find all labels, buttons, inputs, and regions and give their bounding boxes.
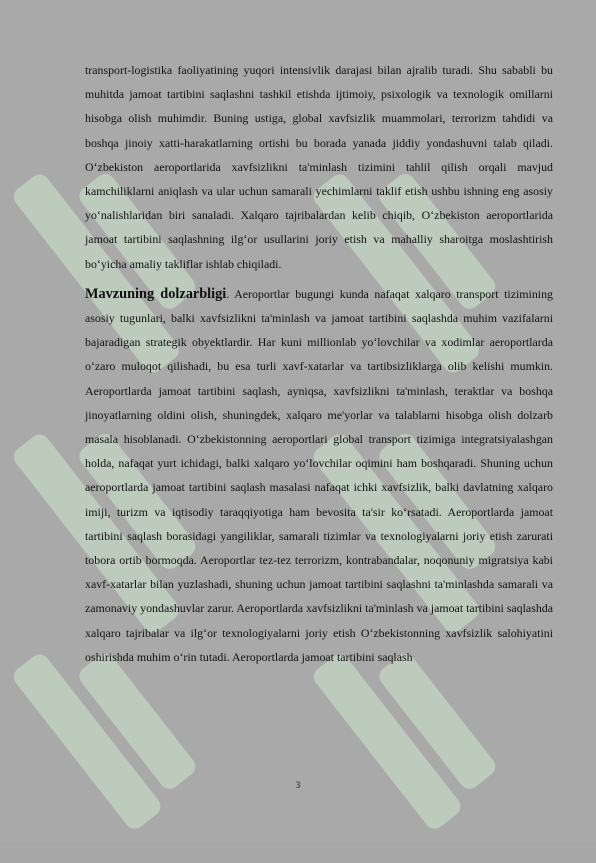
paragraph: transport-logistika faoliyatining yuqori intensivlik darajasi bilan ajralib turadi. Shu sababli bu muhitda jamoat tartibini saqlashni tashkil etishda ijtimoiy, psixologik va texnologik omillarni hisobga olish muhimdir. Buning ustiga, global xavfsizlik muammolari, terrorizm tahdidi va boshqa jinoiy xatti-harakatlarning ortishi bu borada yanada jiddiy yondashuvni talab qiladi. O‘zbekiston aeroportlarida xavfsizlikni ta'minlash tizimini tahlil qilish orqali mavjud kamchiliklarni aniqlash va ular uchun samarali yechimlarni taklif etish ushbu ishning eng asosiy yo‘nalishlaridan biri sanaladi. Xalqaro tajribalardan kelib chiqib, O‘zbekiston aeroportlarida jamoat tartibini saqlashning ilg‘or usullarini joriy etish va mahalliy sharoitga moslashtirish bo‘yicha amaliy takliflar ishlab chiqiladi.	[85, 63, 553, 271]
body-text	[85, 58, 553, 669]
page-number: 3	[295, 780, 301, 790]
section-heading: Mavzuning dolzarbligi	[85, 285, 227, 302]
paragraph-text: . Aeroportlar bugungi kunda nafaqat xalqaro transport tizimining asosiy tugunlari, balki xavfsizlikni ta'minlash va jamoat tartibini saqlashda muhim vazifalarni bajaradigan strategik obyektlardir. Har kuni millionlab yo‘lovchilar va xodimlar aeroportlarda o‘zaro muloqot qilishadi, bu esa turli xavf-xatarlar va tartibsizliklarga olib kelishi mumkin. Aeroportlarda jamoat tartibini saqlash, ayniqsa, xavfsizlikni ta'minlash, teraktlar va boshqa jinoyatlarning oldini olish, shuningdek, xalqaro me'yorlar va talablarni hisobga olish dolzarb masala hisoblanadi. O‘zbekistonning aeroportlari global transport tizimiga integratsiyalashgan holda, nafaqat yurt ichidagi, balki xalqaro yo‘lovchilar oqimini ham boshqaradi. Shuning uchun aeroportlarda jamoat tartibini saqlash masalasi nafaqat ichki xavfsizlik, balki davlatning xalqaro imiji, turizm va iqtisodiy taraqqiyotiga ham bevosita ta'sir ko‘rsatadi. Aeroportlarda jamoat tartibini saqlash borasidagi yangiliklar, samarali tizimlar va texnologiyalarni joriy etish zarurati tobora ortib bormoqda. Aeroportlar tez-tez terrorizm, kontrabandalar, noqonuniy migratsiya kabi xavf-xatarlar bilan yuzlashadi, shuning uchun jamoat tartibini saqlashni ta'minlashda samarali va zamonaviy yondashuvlar zarur. Aeroportlarda xavfsizlikni ta'minlash va jamoat tartibini saqlashda xalqaro tajribalar va ilg‘or texnologiyalarni joriy etish O‘zbekistonning xavfsizlik salohiyatini oshirishda muhim o‘rin tutadi. Aeroportlarda jamoat tartibini saqlash	[85, 286, 553, 664]
paragraph	[85, 282, 553, 669]
